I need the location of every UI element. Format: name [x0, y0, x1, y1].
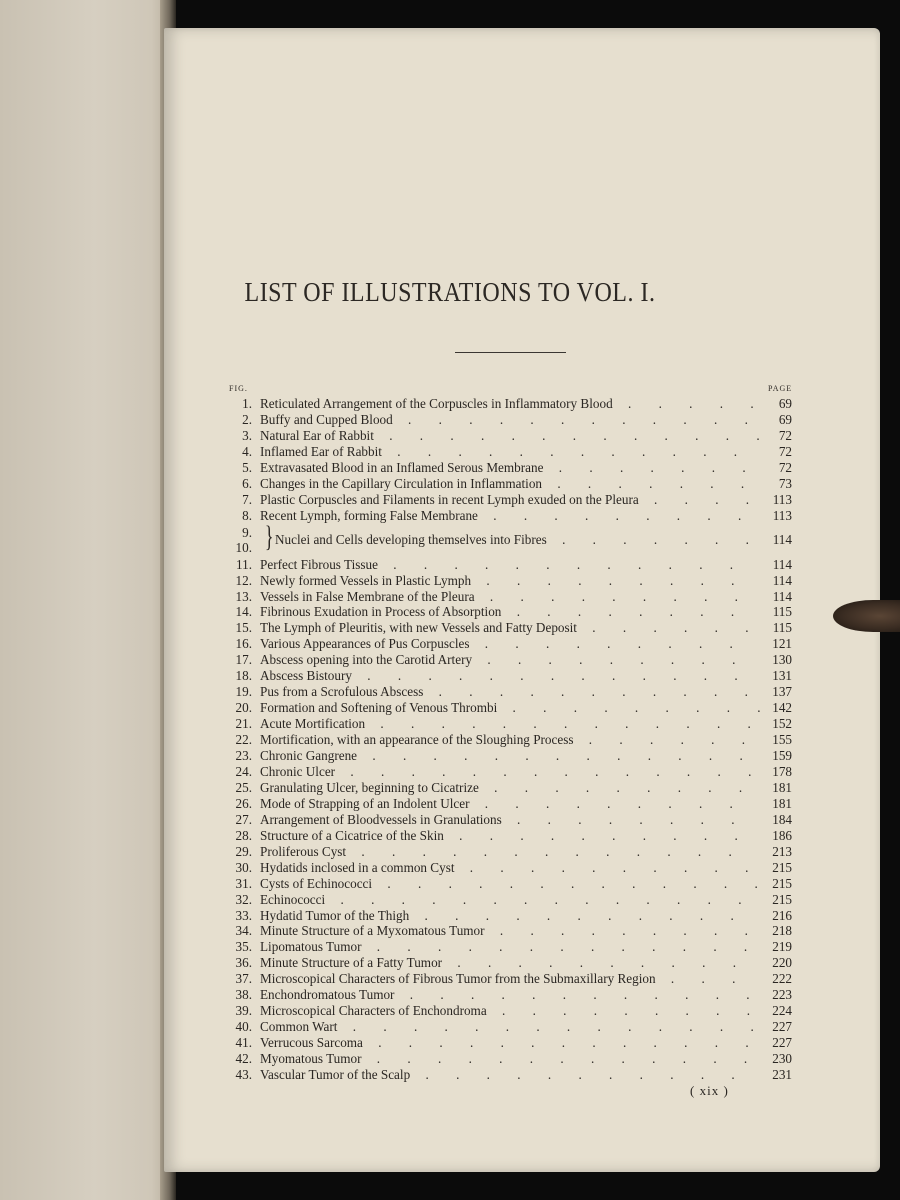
list-item: [0, 796, 900, 812]
fig-number: 36.: [235, 955, 252, 971]
page-number: 159: [772, 748, 792, 763]
illustration-title: Common Wart . . .: [260, 1019, 760, 1035]
page-number: 72: [778, 443, 792, 459]
page-title: LIST OF ILLUSTRATIONS TO VOL. I.: [244, 277, 656, 308]
fig-number: 31.: [235, 875, 252, 891]
fig-number: 27.: [235, 811, 252, 827]
page-number: 137: [772, 684, 792, 700]
illustration-title: Echinococci . . .: [260, 892, 760, 908]
illustration-title: Hydatids inclosed in a common Cyst . . .: [260, 860, 760, 876]
page-number: 113: [772, 491, 792, 507]
fig-number: 40.: [235, 1019, 252, 1035]
illustration-title: Chronic Ulcer . . .: [260, 764, 760, 780]
illustration-title: Pus from a Scrofulous Abscess . . .: [260, 684, 760, 700]
fig-number: 30.: [235, 859, 252, 875]
fig-number: 32.: [235, 891, 252, 907]
fig-number: 19.: [235, 684, 252, 700]
page-number: 113: [772, 507, 792, 523]
page-number: 114: [772, 588, 792, 604]
list-item: [0, 812, 900, 828]
page-number: 223: [772, 987, 792, 1003]
illustration-title: Verrucous Sarcoma . . .: [260, 1035, 760, 1051]
illustration-title: Reticulated Arrangement of the Corpuscles in Inflammatory Blood . . .: [260, 396, 760, 412]
fig-number: 10.: [235, 539, 252, 555]
fig-number: 34.: [235, 923, 252, 939]
fig-number: 24.: [235, 763, 252, 779]
list-item: [0, 780, 900, 796]
page-number: 142: [772, 700, 792, 716]
page-number: 215: [772, 859, 792, 875]
illustration-title: Inflamed Ear of Rabbit . . .: [260, 444, 760, 460]
fig-number: 22.: [235, 732, 252, 748]
page-number: 181: [772, 795, 792, 811]
illustration-title: Chronic Gangrene . . .: [260, 748, 760, 764]
illustration-title: Microscopical Characters of Enchondroma . . .: [260, 1003, 760, 1019]
fig-number: 21.: [235, 716, 252, 732]
page-number: 152: [772, 716, 792, 732]
page-number: 69: [778, 396, 792, 411]
fig-number-group: [200, 525, 252, 555]
fig-number: 12.: [235, 572, 252, 588]
fig-number: 5.: [242, 459, 252, 475]
list-item: [0, 1067, 900, 1083]
list-item: [0, 412, 900, 428]
illustration-title: Structure of a Cicatrice of the Skin . . .: [260, 828, 760, 844]
page-number: 219: [772, 939, 792, 955]
list-item: [0, 844, 900, 860]
list-item: [0, 939, 900, 955]
list-item: [0, 700, 900, 716]
page-column-header: PAGE: [768, 384, 793, 393]
page-number: 69: [778, 411, 792, 427]
illustration-title: Minute Structure of a Fatty Tumor . . .: [260, 955, 760, 971]
list-item: [0, 557, 900, 573]
fig-number: 35.: [235, 939, 252, 955]
fig-column-header: FIG.: [229, 384, 248, 393]
list-item: [0, 860, 900, 876]
list-item: [0, 396, 900, 412]
page-number: 218: [772, 923, 792, 939]
page-number: 115: [772, 604, 792, 620]
list-item: [0, 1035, 900, 1051]
fig-number: 33.: [235, 907, 252, 923]
list-item: [0, 684, 900, 700]
illustration-title: Mortification, with an appearance of the Sloughing Process . . .: [260, 732, 760, 748]
list-item: [0, 716, 900, 732]
illustration-title: Cysts of Echinococci . . .: [260, 876, 760, 892]
fig-number: 20.: [235, 700, 252, 716]
list-item: [0, 668, 900, 684]
illustration-title: Mode of Strapping of an Indolent Ulcer . . .: [260, 796, 760, 812]
illustration-title: Newly formed Vessels in Plastic Lymph . . .: [260, 573, 760, 589]
list-item: [0, 923, 900, 939]
page-number: 114: [772, 531, 792, 547]
fig-number: 9.: [242, 524, 252, 540]
page-number: 220: [772, 955, 792, 971]
page-number: 131: [772, 668, 792, 684]
illustration-title: Hydatid Tumor of the Thigh . . .: [260, 908, 760, 924]
illustration-title: Proliferous Cyst . . .: [260, 844, 760, 860]
fig-number: 13.: [235, 588, 252, 604]
list-item: [0, 1051, 900, 1067]
fig-number: 39.: [235, 1003, 252, 1019]
fig-number: 14.: [235, 604, 252, 620]
brace-glyph: }: [264, 519, 274, 553]
list-item: [0, 476, 900, 492]
list-item: [0, 971, 900, 987]
list-item: [0, 1019, 900, 1035]
list-item: [0, 732, 900, 748]
illustration-title: Perfect Fibrous Tissue . . .: [260, 557, 760, 573]
fig-number: 38.: [235, 987, 252, 1003]
illustration-title: Vessels in False Membrane of the Pleura . . .: [260, 589, 760, 605]
illustration-title: Various Appearances of Pus Corpuscles . . .: [260, 636, 760, 652]
illustration-title: Extravasated Blood in an Inflamed Serous Membrane . . .: [260, 460, 760, 476]
page-number: 186: [772, 827, 792, 843]
list-item: [0, 955, 900, 971]
page-number: 224: [772, 1003, 792, 1019]
page-folio: ( xix ): [690, 1083, 729, 1098]
illustration-title: Fibrinous Exudation in Process of Absorption . . .: [260, 604, 760, 620]
fig-number: 23.: [235, 748, 252, 763]
list-item: [0, 1003, 900, 1019]
illustration-title: Enchondromatous Tumor . . .: [260, 987, 760, 1003]
illustration-title: Plastic Corpuscles and Filaments in recent Lymph exuded on the Pleura . . .: [260, 492, 760, 508]
list-item: [0, 652, 900, 668]
list-item: [0, 604, 900, 620]
fig-number: 26.: [235, 795, 252, 811]
illustration-title: Vascular Tumor of the Scalp . . .: [260, 1067, 760, 1083]
page-number: 73: [778, 475, 792, 491]
title-rule: [455, 352, 566, 353]
page-number: 155: [772, 732, 792, 748]
list-item: [0, 876, 900, 892]
illustration-title: Recent Lymph, forming False Membrane . . .: [260, 508, 760, 524]
fig-number: 11.: [236, 556, 252, 572]
fig-number: 29.: [235, 843, 252, 859]
fig-number: 41.: [235, 1035, 252, 1051]
fig-number: 2.: [242, 411, 252, 427]
page-number: 216: [772, 907, 792, 923]
page-number: 114: [772, 572, 792, 588]
fig-number: 1.: [242, 396, 252, 411]
fig-number: 28.: [235, 827, 252, 843]
illustration-title: Formation and Softening of Venous Thrombi . . .: [260, 700, 760, 716]
illustration-title: Arrangement of Bloodvessels in Granulations . . .: [260, 812, 760, 828]
illustration-title: Natural Ear of Rabbit . . .: [260, 428, 760, 444]
page-number: 115: [772, 620, 792, 636]
illustration-title: Lipomatous Tumor . . .: [260, 939, 760, 955]
list-item-grouped: [0, 519, 900, 555]
page-number: 231: [772, 1067, 792, 1082]
page-number: 215: [772, 875, 792, 891]
page-number: 121: [772, 636, 792, 652]
fig-number: 42.: [235, 1051, 252, 1067]
list-item: [0, 508, 900, 524]
illustration-title: Abscess opening into the Carotid Artery . . .: [260, 652, 760, 668]
list-item: [0, 636, 900, 652]
list-item: [0, 620, 900, 636]
page-number: 230: [772, 1051, 792, 1067]
fig-number: 7.: [242, 491, 252, 507]
illustration-title: Nuclei and Cells developing themselves into Fibres . . .: [275, 532, 760, 548]
page-number: 227: [772, 1035, 792, 1051]
fig-number: 25.: [235, 779, 252, 795]
list-item: [0, 892, 900, 908]
page-number: 72: [778, 427, 792, 443]
illustration-title: Myomatous Tumor . . .: [260, 1051, 760, 1067]
fig-number: 17.: [235, 652, 252, 668]
fig-number: 8.: [242, 507, 252, 523]
page-number: 222: [772, 971, 792, 987]
page-number: 213: [772, 843, 792, 859]
page-number: 114: [772, 556, 792, 572]
list-item: [0, 748, 900, 764]
fig-number: 18.: [235, 668, 252, 684]
list-item: [0, 908, 900, 924]
fig-number: 15.: [235, 620, 252, 636]
fig-number: 4.: [242, 443, 252, 459]
page-number: 184: [772, 811, 792, 827]
fig-number: 6.: [242, 475, 252, 491]
page-number: 72: [778, 459, 792, 475]
page-number: 227: [772, 1019, 792, 1035]
illustration-title: Minute Structure of a Myxomatous Tumor . . .: [260, 923, 760, 939]
fig-number: 3.: [242, 427, 252, 443]
illustration-title: Buffy and Cupped Blood . . .: [260, 412, 760, 428]
fig-number: 37.: [235, 971, 252, 987]
fig-number: 16.: [235, 636, 252, 652]
list-item: [0, 987, 900, 1003]
list-item: [0, 589, 900, 605]
page-number: 181: [772, 779, 792, 795]
illustration-title: Abscess Bistoury . . .: [260, 668, 760, 684]
list-item: [0, 828, 900, 844]
illustration-title: Changes in the Capillary Circulation in Inflammation . . .: [260, 476, 760, 492]
page-number: 130: [772, 652, 792, 668]
illustration-title: Granulating Ulcer, beginning to Cicatrize . . .: [260, 780, 760, 796]
illustration-title: The Lymph of Pleuritis, with new Vessels and Fatty Deposit . . .: [260, 620, 760, 636]
list-item: [0, 428, 900, 444]
list-item: [0, 460, 900, 476]
page-number: 215: [772, 891, 792, 907]
illustration-title: Microscopical Characters of Fibrous Tumor from the Submaxillary Region . . .: [260, 971, 760, 987]
page-number: 178: [772, 763, 792, 779]
list-item: [0, 492, 900, 508]
illustration-title: Acute Mortification . . .: [260, 716, 760, 732]
fig-number: 43.: [235, 1067, 252, 1082]
list-item: [0, 764, 900, 780]
list-item: [0, 444, 900, 460]
list-item: [0, 573, 900, 589]
